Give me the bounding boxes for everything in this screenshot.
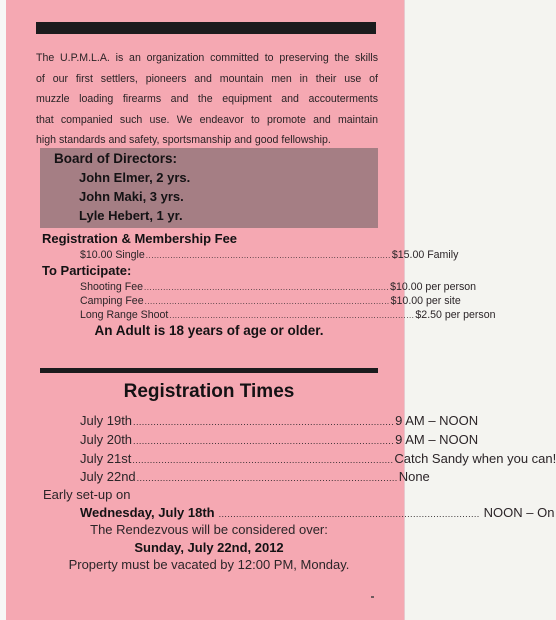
fee-family: $15.00 Family [391,249,459,261]
intro-line: muzzle loading firearms and the equipment and accouterments [36,93,378,106]
fee-value: $2.50 per person [415,309,496,321]
board-member: John Elmer, 2 yrs. [79,170,191,185]
registration-fee-row [80,249,459,261]
intro-line: of our first settlers, pioneers and mountain men in their use of [36,72,378,85]
board-member: Lyle Hebert, 1 yr. [79,208,183,223]
fee-value: $10.00 per site [390,295,461,307]
fee-leader-dots: .......................................................................................... [145,251,391,260]
fee-single: $10.00 Single [80,249,145,261]
time-value: 9 AM – NOON [395,432,479,447]
time-day: July 19th [80,413,133,428]
time-day: July 22nd [80,469,136,484]
time-leader-dots: .......................................................................................... [218,509,480,519]
fee-leader-dots: .......................................................................................... [144,297,390,306]
middle-divider [40,368,378,373]
fee-row-camping [80,295,461,307]
registration-fee-title: Registration & Membership Fee [42,231,238,246]
rendezvous-over-date: Sunday, July 22nd, 2012 [134,540,284,555]
board-member: John Maki, 3 yrs. [79,189,184,204]
intro-line: that companied such use. We endeavor to promote and maintain [36,113,378,126]
time-leader-dots: .......................................................................................... [132,455,394,465]
time-leader-dots: .......................................................................................... [133,436,395,446]
time-row [80,413,479,428]
paper-speck [371,596,374,598]
early-setup-label: Early set-up on [43,487,131,502]
board-title: Board of Directors: [54,151,178,166]
fee-label: Long Range Shoot [80,309,169,321]
time-row [80,469,430,484]
time-day: July 20th [80,432,133,447]
time-leader-dots: .......................................................................................... [133,417,395,427]
time-row [80,432,479,447]
intro-line: high standards and safety, sportsmanship and good fellowship. [36,134,331,147]
registration-times-title: Registration Times [123,381,295,402]
adult-age-note: An Adult is 18 years of age or older. [94,323,324,338]
fee-row-shooting [80,281,477,293]
fee-label: Camping Fee [80,295,144,307]
fee-row-long-range [80,309,496,321]
early-setup-row [80,505,555,520]
time-day: July 21st [80,451,132,466]
time-value: 9 AM – NOON [395,413,479,428]
fee-label: Shooting Fee [80,281,144,293]
participate-title: To Participate: [42,263,132,278]
board-of-directors-box [40,148,378,228]
intro-paragraph [36,48,378,151]
fee-value: $10.00 per person [390,281,477,293]
top-divider [36,22,376,34]
time-row [80,451,556,466]
time-value: None [398,469,430,484]
intro-line: The U.P.M.L.A. is an organization committed to preserving the skills [36,52,378,64]
fee-leader-dots: .......................................................................................... [144,283,390,292]
early-setup-day: Wednesday, July 18th [80,505,215,520]
time-value: Catch Sandy when you can! [394,451,556,466]
early-setup-time: NOON – On [483,505,555,520]
vacate-note: Property must be vacated by 12:00 PM, Monday. [68,557,350,572]
time-leader-dots: .......................................................................................... [136,473,398,483]
rendezvous-over-note: The Rendezvous will be considered over: [90,522,328,537]
fee-leader-dots: .......................................................................................... [169,311,415,320]
